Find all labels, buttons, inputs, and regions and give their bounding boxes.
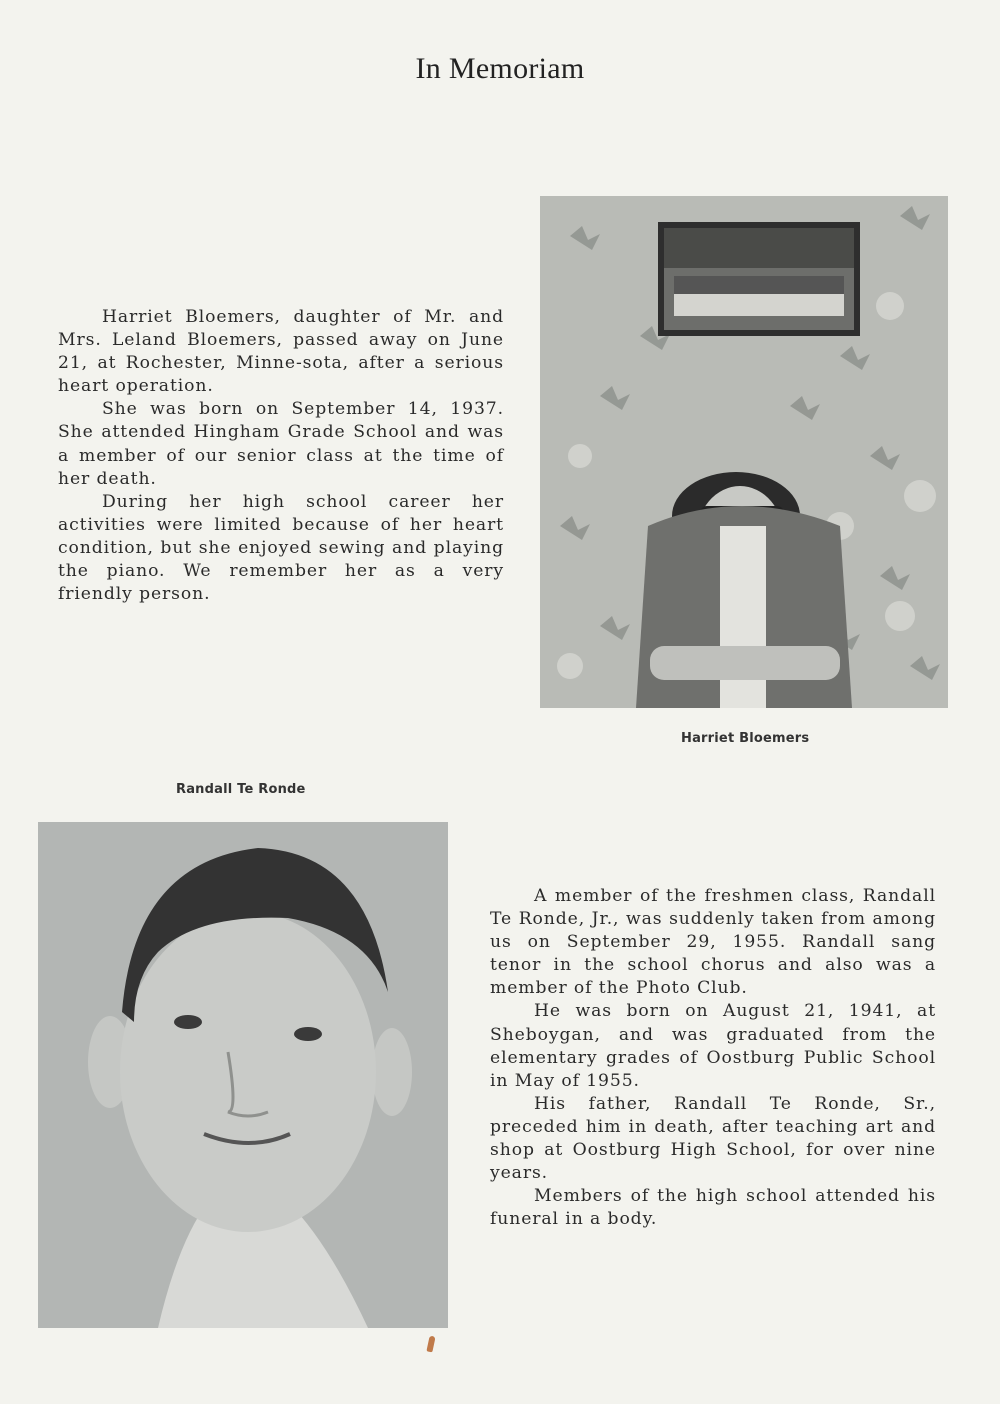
randall-photo-caption: Randall Te Ronde [176,782,306,797]
ink-mark [426,1336,435,1353]
harriet-photo-caption: Harriet Bloemers [681,731,810,746]
randall-paragraph-3: His father, Randall Te Ronde, Sr., preceded him in death, after teaching art and shop at Oostburg High School, for over nine years. [490,1093,936,1184]
harriet-portrait-photo [540,196,948,708]
right-eye [294,1027,322,1041]
harriet-memorial-text [58,306,504,606]
harriet-paragraph-2: She was born on September 14, 1937. She attended Hingham Grade School and was a member of our senior class at the time of her death. [58,399,504,489]
harriet-paragraph-1: Harriet Bloemers, daughter of Mr. and Mrs. Leland Bloemers, passed away on June 21, at Rochester, Minne-sota, after a serious heart operation. [58,307,504,397]
randall-paragraph-1: A member of the freshmen class, Randall Te Ronde, Jr., was suddenly taken from among us on September 29, 1955. Randall sang tenor in the school chorus and also was a member of the Photo Club. [490,886,936,999]
page-title: In Memoriam [415,52,585,85]
crossed-arms [650,646,840,680]
left-eye [174,1015,202,1029]
dress-collar [720,526,766,708]
harriet-paragraph-3: During her high school career her activities were limited because of her heart condition, but she enjoyed sewing and playing the piano. We remember her as a very friendly person. [58,491,504,605]
right-ear [372,1028,412,1116]
randall-photo-illustration [38,822,448,1328]
randall-paragraph-4: Members of the high school attended his funeral in a body. [490,1186,936,1230]
harriet-photo-illustration [540,196,948,708]
randall-paragraph-2: He was born on August 21, 1941, at Sheboygan, and was graduated from the elementary grades of Oostburg Public School in May of 1955. [490,1001,936,1091]
face [120,912,376,1232]
randall-portrait-photo [38,822,448,1328]
randall-memorial-text [490,885,936,1231]
